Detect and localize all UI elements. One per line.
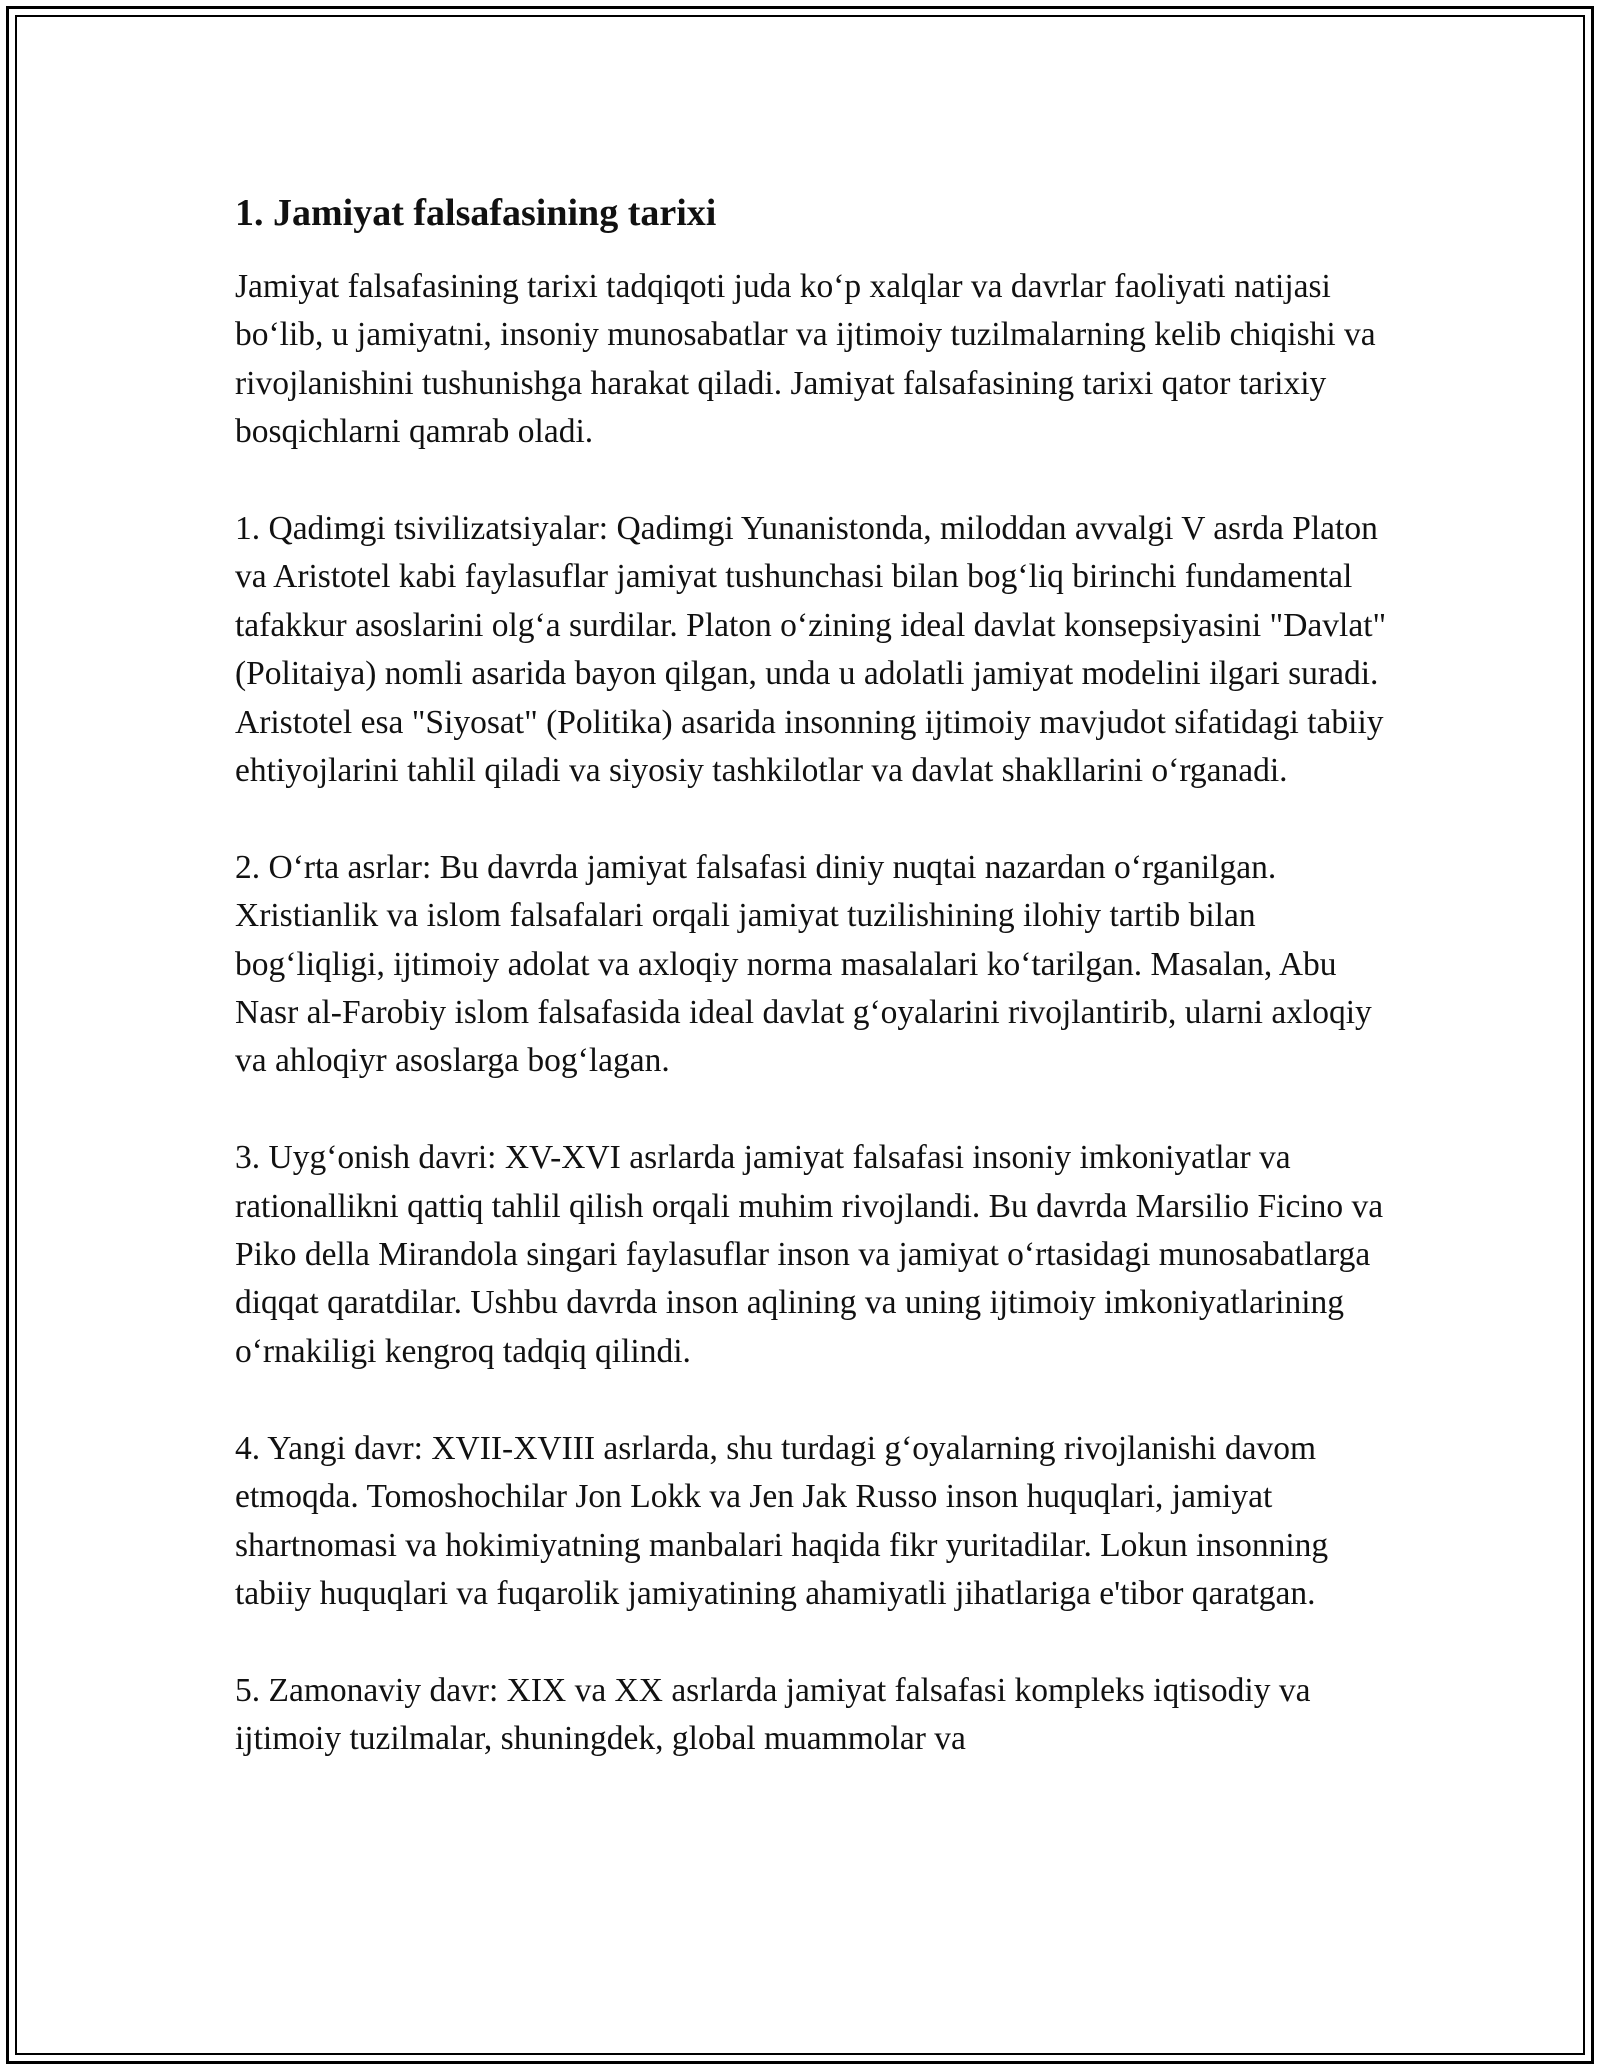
paragraph-new-age: 4. Yangi davr: XVII-XVIII asrlarda, shu turdagi g‘oyalarning rivojlanishi davom etmoqda. Tomoshochilar Jon Lokk va Jen Jak Russo inson huquqlari, jamiyat shartnomasi va hokimiyatning manbalari haqida fikr yuritadilar. Lokun insonning tabiiy huquqlari va fuqarolik jamiyatining ahamiyatli jihatlariga e'tibor qaratgan. bbox=[235, 1429, 1329, 1612]
paragraph-ancient-civilizations: 1. Qadimgi tsivilizatsiyalar: Qadimgi Yunanistonda, miloddan avvalgi V asrda Platon va Aristotel kabi faylasuflar jamiyat tushunchasi bilan bog‘liq birinchi fundamental tafakkur asoslarini olg‘a surdilar. Platon o‘zining ideal davlat konsepsiyasini "Davlat" (Politaiya) nomli asarida bayon qilgan, unda u adolatli jamiyat modelini ilgari suradi. Aristotel esa "Siyosat" (Politika) asarida insonning ijtimoiy mavjudot sifatidagi tabiiy ehtiyojlarini tahlil qiladi va siyosiy tashkilotlar va davlat shakllarini o‘rganadi. bbox=[235, 510, 1387, 790]
document-body bbox=[235, 185, 1395, 1812]
intro-paragraph: Jamiyat falsafasining tarixi tadqiqoti juda ko‘p xalqlar va davrlar faoliyati natijasi bo‘lib, u jamiyatni, insoniy munosabatlar va ijtimoiy tuzilmalarning kelib chiqishi va rivojlanishini tushunishga harakat qiladi. Jamiyat falsafasining tarixi qator tarixiy bosqichlarni qamrab oladi. bbox=[235, 268, 1376, 451]
paragraph-modern-age: 5. Zamonaviy davr: XIX va XX asrlarda jamiyat falsafasi kompleks iqtisodiy va ijtimoiy tuzilmalar, shuningdek, global muammolar va bbox=[235, 1671, 1311, 1758]
paragraph-renaissance: 3. Uyg‘onish davri: XV-XVI asrlarda jamiyat falsafasi insoniy imkoniyatlar va rationallikni qattiq tahlil qilish orqali muhim rivojlandi. Bu davrda Marsilio Ficino va Piko della Mirandola singari faylasuflar inson va jamiyat o‘rtasidagi munosabatlarga diqqat qaratdilar. Ushbu davrda inson aqlining va uning ijtimoiy imkoniyatlarining o‘rnakiligi kengroq tadqiq qilindi. bbox=[235, 1139, 1384, 1370]
document-heading: 1. Jamiyat falsafasining tarixi bbox=[235, 192, 717, 234]
paragraph-middle-ages: 2. O‘rta asrlar: Bu davrda jamiyat falsafasi diniy nuqtai nazardan o‘rganilgan. Xristianlik va islom falsafalari orqali jamiyat tuzilishining ilohiy tartib bilan bog‘liqligi, ijtimoiy adolat va axloqiy norma masalalari ko‘tarilgan. Masalan, Abu Nasr al-Farobiy islom falsafasida ideal davlat g‘oyalarini rivojlantirib, ularni axloqiy va ahloqiyr asoslarga bog‘lagan. bbox=[235, 848, 1372, 1080]
